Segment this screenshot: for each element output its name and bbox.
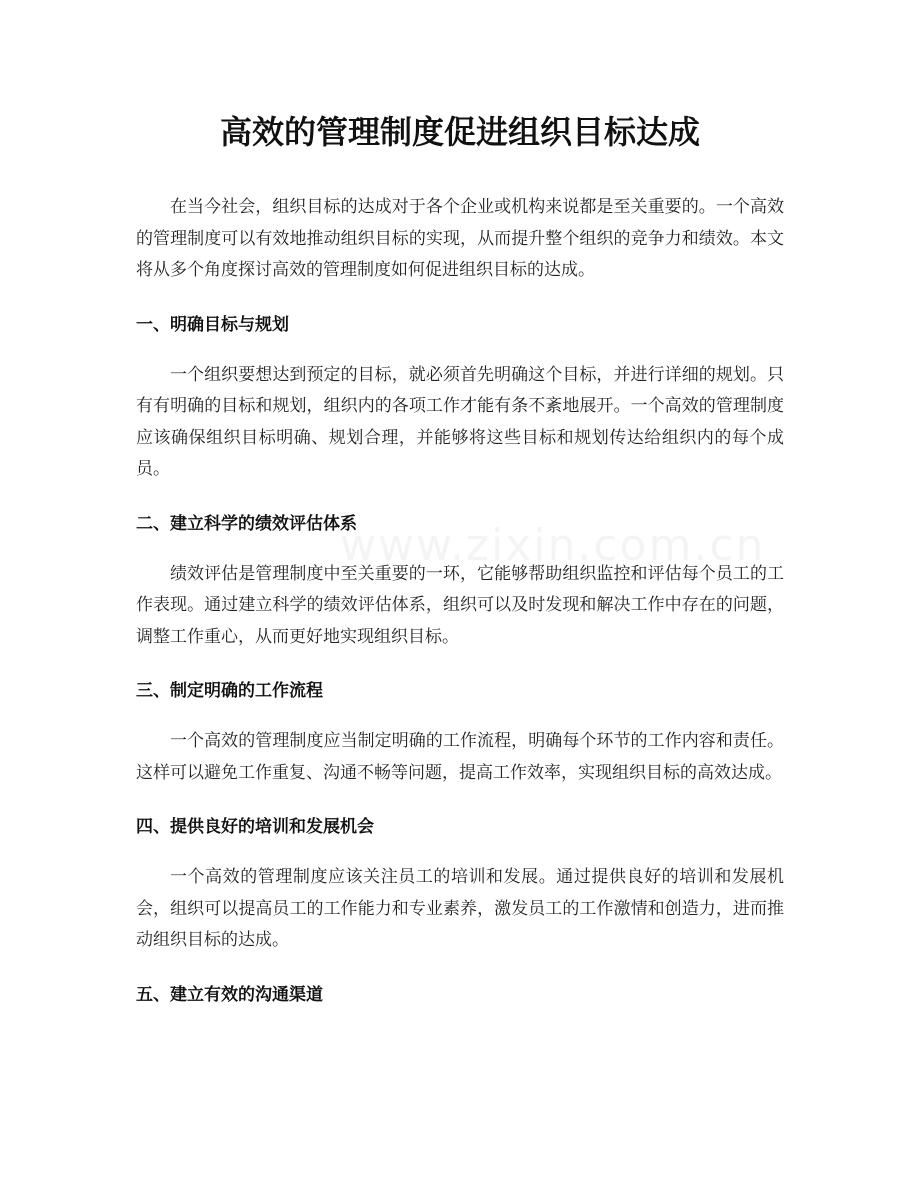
section-body-1: 一个组织要想达到预定的目标，就必须首先明确这个目标，并进行详细的规划。只有有明确的目标和规划，组织内的各项工作才能有条不紊地展开。一个高效的管理制度应该确保组织目标明确、规划合理，并能够将这些目标和规划传达给组织内的每个成员。 [136,364,784,479]
section-heading-5: 五、建立有效的沟通渠道 [136,984,323,1005]
section-body-3: 一个高效的管理制度应当制定明确的工作流程，明确每个环节的工作内容和责任。这样可以避免工作重复、沟通不畅等问题，提高工作效率，实现组织目标的高效达成。 [136,731,784,783]
intro-paragraph: 在当今社会，组织目标的达成对于各个企业或机构来说都是至关重要的。一个高效的管理制度可以有效地推动组织目标的实现，从而提升整个组织的竞争力和绩效。本文将从多个角度探讨高效的管理制度如何促进组织目标的达成。 [136,197,784,280]
section-heading-3: 三、制定明确的工作流程 [136,681,323,701]
section-body-2: 绩效评估是管理制度中至关重要的一环，它能够帮助组织监控和评估每个员工的工作表现。通过建立科学的绩效评估体系，组织可以及时发现和解决工作中存在的问题，调整工作重心，从而更好地实现组织目标。 [136,563,784,647]
section-heading-2: 二、建立科学的绩效评估体系 [136,513,357,534]
document-title: 高效的管理制度促进组织目标达成 [219,113,700,151]
watermark-text: www.zixin.com.cn [340,520,766,571]
section-heading-4: 四、提供良好的培训和发展机会 [136,817,374,837]
section-heading-1: 一、明确目标与规划 [136,314,289,335]
section-body-4: 一个高效的管理制度应该关注员工的培训和发展。通过提供良好的培训和发展机会，组织可以提高员工的工作能力和专业素养，激发员工的工作激情和创造力，进而推动组织目标的达成。 [136,867,784,950]
